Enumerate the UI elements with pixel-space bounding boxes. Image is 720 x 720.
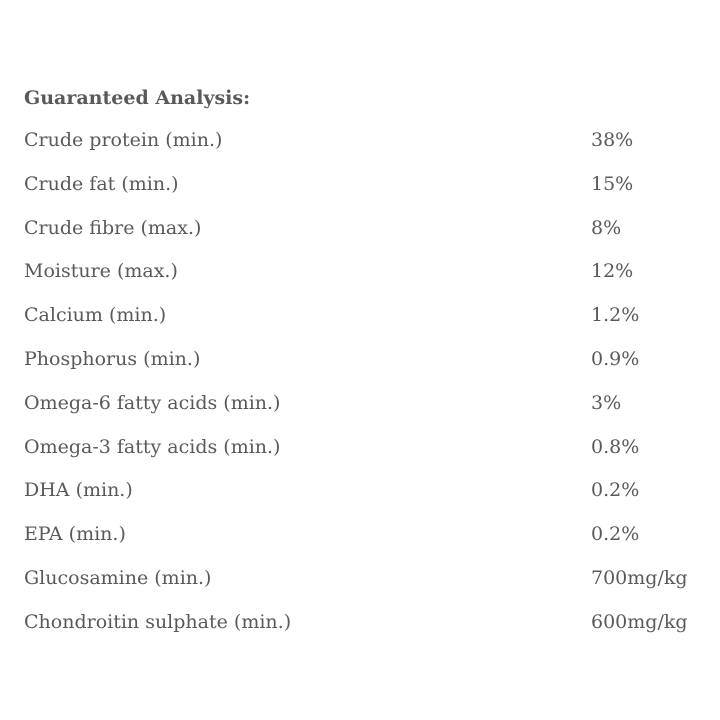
- table-row: [24, 610, 714, 654]
- nutrient-value: 8%: [591, 216, 622, 239]
- table-row: [24, 259, 714, 303]
- table-row: [24, 172, 714, 216]
- nutrient-label: DHA (min.): [24, 479, 133, 502]
- nutrient-label: Glucosamine (min.): [24, 566, 212, 589]
- nutrient-label: Moisture (max.): [24, 260, 178, 283]
- nutrient-value: 3%: [591, 391, 622, 414]
- nutrient-value: 12%: [591, 260, 634, 283]
- nutrient-label: EPA (min.): [24, 523, 126, 546]
- table-row: [24, 391, 714, 435]
- nutrient-label: Chondroitin sulphate (min.): [24, 610, 292, 633]
- nutrient-value: 0.2%: [591, 523, 640, 546]
- table-row: [24, 303, 714, 347]
- nutrient-label: Crude fat (min.): [24, 172, 179, 195]
- nutrient-label: Crude fibre (max.): [24, 216, 202, 239]
- nutrient-value: 15%: [591, 172, 634, 195]
- table-row: [24, 216, 714, 260]
- nutrient-label: Crude protein (min.): [24, 129, 223, 151]
- nutrient-value: 1.2%: [591, 304, 640, 327]
- analysis-heading: Guaranteed Analysis:: [24, 87, 251, 109]
- table-row: [24, 478, 714, 522]
- table-row: [24, 347, 714, 391]
- nutrient-label: Omega-6 fatty acids (min.): [24, 391, 281, 414]
- nutrient-label: Phosphorus (min.): [24, 347, 201, 370]
- nutrient-value: 0.2%: [591, 479, 640, 502]
- nutrient-label: Calcium (min.): [24, 304, 167, 327]
- nutrient-value: 600mg/kg: [591, 610, 688, 633]
- nutrient-value: 700mg/kg: [591, 566, 688, 589]
- analysis-table: [24, 128, 714, 654]
- table-row: [24, 435, 714, 479]
- nutrient-value: 38%: [591, 129, 634, 151]
- nutrient-label: Omega-3 fatty acids (min.): [24, 435, 281, 458]
- table-row: [24, 522, 714, 566]
- nutrient-value: 0.9%: [591, 347, 640, 370]
- nutrient-value: 0.8%: [591, 435, 640, 458]
- table-row: [24, 566, 714, 610]
- table-row: [24, 128, 714, 172]
